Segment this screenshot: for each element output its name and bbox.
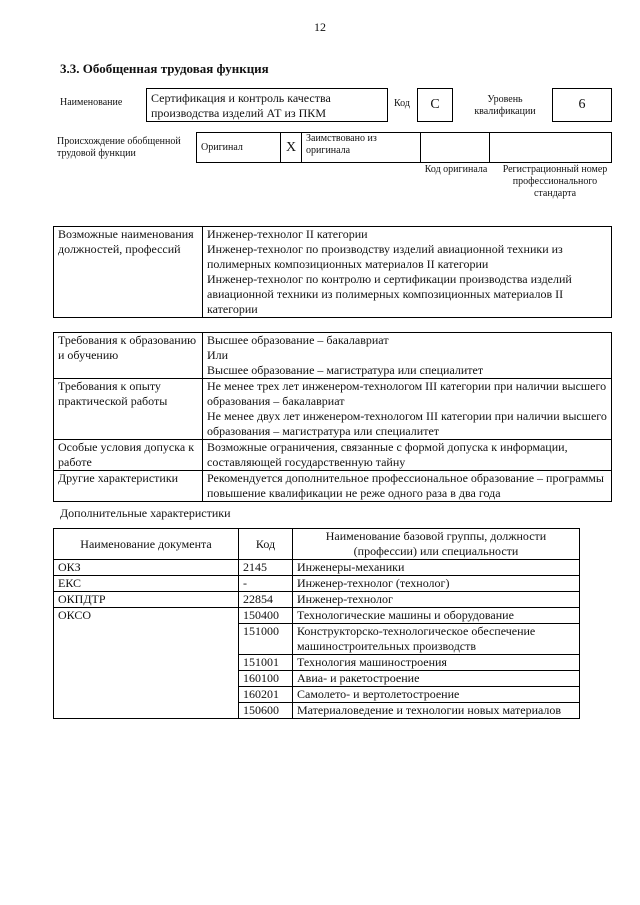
origin-original-label: Оригинал [201, 142, 243, 153]
requirement-label-cell [54, 333, 203, 379]
row-name: Самолето- и вертолетостроение [293, 687, 580, 703]
row-code: 160201 [239, 687, 293, 703]
row-name: Материаловедение и технологии новых материалов [293, 703, 580, 719]
row-code: 151001 [239, 655, 293, 671]
origin-reg-caption: Регистрационный номер профессионального стандарта [502, 164, 608, 199]
requirement-label: Требования к образованию и обучению [58, 333, 197, 362]
row-code: 160100 [239, 671, 293, 687]
header-code: Код [239, 529, 293, 560]
level-value-box [552, 88, 612, 122]
position-line: Инженер-технолог по производству изделий авиационной техники из полимерных композиционных материалов II категории [207, 242, 563, 271]
row-name: Инженер-технолог [293, 592, 580, 608]
header-name: Наименование базовой группы, должности (профессии) или специальности [293, 529, 580, 560]
positions-label: Возможные наименования должностей, профессий [58, 227, 194, 256]
requirement-line: Не менее двух лет инженером-технологом III категории при наличии высшего образования – магистратура или специалитет [207, 409, 607, 438]
name-value-box [146, 88, 388, 122]
requirements-table [53, 332, 612, 502]
requirement-values-cell [203, 379, 612, 440]
origin-original-mark: X [285, 140, 297, 155]
requirement-label: Другие характеристики [58, 471, 179, 485]
level-value: 6 [578, 97, 586, 112]
origin-reg-cell [490, 133, 612, 163]
row-doc: ЕКС [54, 576, 239, 592]
positions-table [53, 226, 612, 318]
row-name: Инженеры-механики [293, 560, 580, 576]
requirement-label-cell [54, 379, 203, 440]
table-row [54, 608, 580, 624]
origin-code-caption: Код оригинала [424, 164, 488, 175]
positions-values-cell [203, 227, 612, 318]
requirement-label: Особые условия допуска к работе [58, 440, 195, 469]
table-row [54, 592, 580, 608]
section-title: 3.3. Обобщенная трудовая функция [60, 61, 269, 76]
additional-title: Дополнительные характеристики [60, 506, 231, 520]
requirement-line: Высшее образование – магистратура или специалитет [207, 363, 484, 377]
page-number: 12 [314, 20, 326, 34]
row-name: Конструкторско-технологическое обеспечение машиностроительных производств [293, 624, 580, 655]
additional-table [53, 528, 580, 719]
row-name: Технология машиностроения [293, 655, 580, 671]
row-doc: ОКПДТР [54, 592, 239, 608]
origin-borrowed-label: Заимствовано из оригинала [306, 133, 377, 156]
requirement-row [54, 471, 612, 502]
requirement-line: Рекомендуется дополнительное профессиональное образование – программы повышение квалификации не реже одного раза в два года [207, 471, 604, 500]
origin-code-cell [421, 133, 490, 163]
table-row [54, 560, 580, 576]
position-line: Инженер-технолог II категории [207, 227, 368, 241]
row-name: Технологические машины и оборудование [293, 608, 580, 624]
row-code: 2145 [239, 560, 293, 576]
requirement-label-cell [54, 440, 203, 471]
requirement-line: Не менее трех лет инженером-технологом III категории при наличии высшего образования – бакалавриат [207, 379, 607, 408]
requirement-values-cell [203, 471, 612, 502]
table-row [54, 576, 580, 592]
row-code: 151000 [239, 624, 293, 655]
requirement-line: Возможные ограничения, связанные с формой допуска к информации, составляющей государственную тайну [207, 440, 568, 469]
row-code: 150400 [239, 608, 293, 624]
additional-header-row [54, 529, 580, 560]
origin-table [196, 132, 612, 163]
position-line: Инженер-технолог по контролю и сертификации производства изделий авиационной техники из полимерных композиционных материалов II категории [207, 272, 572, 316]
header-doc: Наименование документа [54, 529, 239, 560]
requirement-line: Или [207, 348, 229, 362]
row-code: 150600 [239, 703, 293, 719]
level-label: Уровень квалификации [474, 94, 536, 117]
origin-label: Происхождение обобщенной трудовой функции [57, 136, 181, 159]
row-doc: ОКЗ [54, 560, 239, 576]
code-label: Код [394, 98, 410, 109]
requirement-line: Высшее образование – бакалавриат [207, 333, 389, 347]
code-value-box [417, 88, 453, 122]
requirement-values-cell [203, 333, 612, 379]
requirement-row [54, 440, 612, 471]
row-code: - [239, 576, 293, 592]
requirement-label: Требования к опыту практической работы [58, 379, 168, 408]
row-name: Авиа- и ракетостроение [293, 671, 580, 687]
requirement-row [54, 333, 612, 379]
requirement-row [54, 379, 612, 440]
origin-mark-cell [281, 133, 302, 163]
origin-borrowed-cell [302, 133, 421, 163]
row-code: 22854 [239, 592, 293, 608]
code-value: C [430, 97, 440, 112]
name-value: Сертификация и контроль качества производства изделий АТ из ПКМ [151, 91, 331, 120]
origin-original-cell [197, 133, 281, 163]
requirement-values-cell [203, 440, 612, 471]
row-name: Инженер-технолог (технолог) [293, 576, 580, 592]
positions-label-cell [54, 227, 203, 318]
name-label: Наименование [60, 97, 123, 108]
row-doc: ОКСО [54, 608, 239, 719]
requirement-label-cell [54, 471, 203, 502]
